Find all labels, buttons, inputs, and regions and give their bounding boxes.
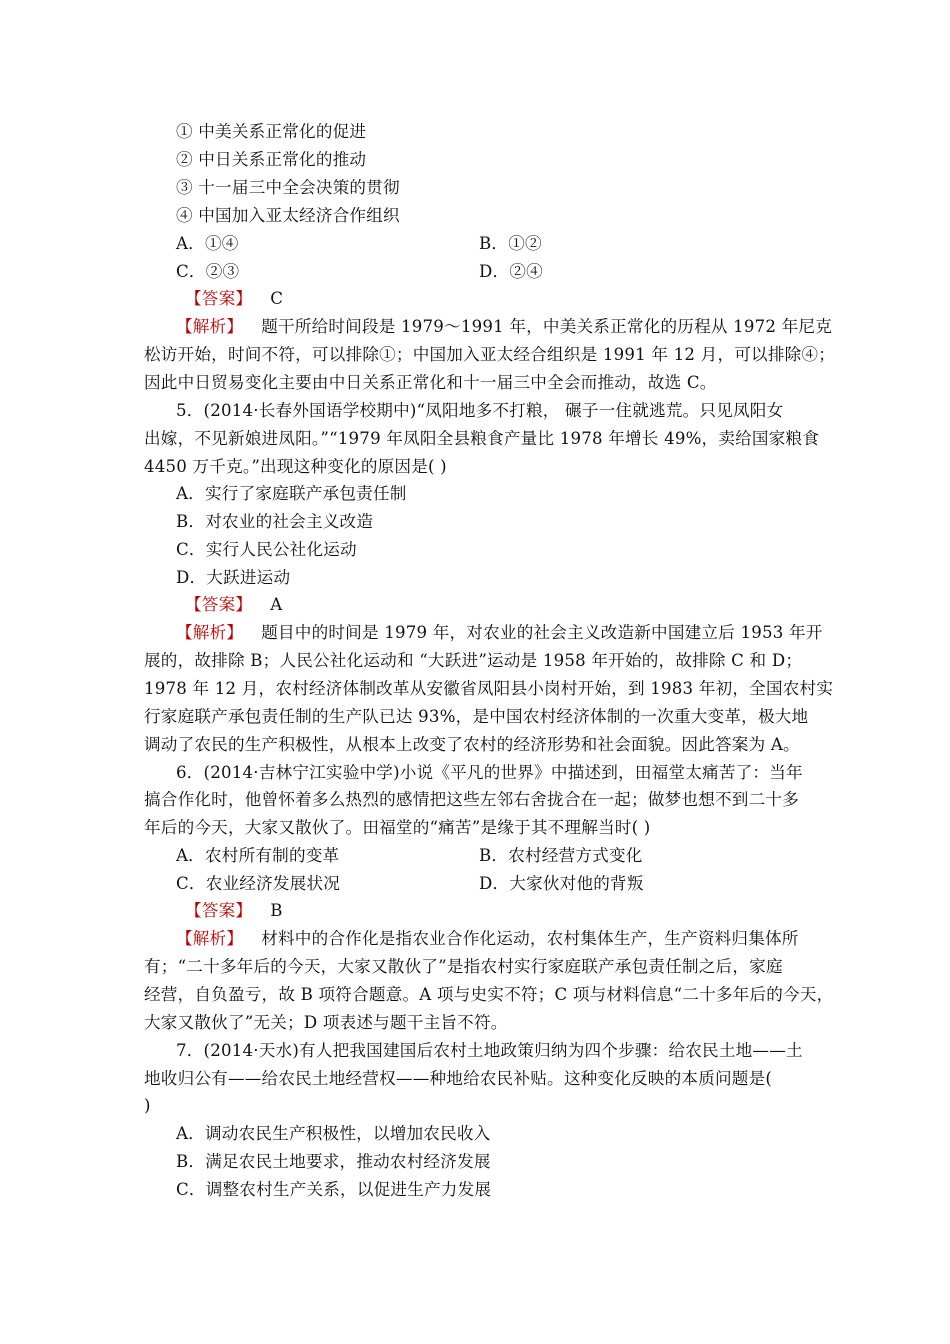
q4-option-b: B．①② <box>479 234 542 253</box>
analysis-text: 材料中的合作化是指农业合作化运动，农村集体生产，生产资料归集体所 <box>261 929 799 948</box>
q6-stem-line-1: 6．(2014·吉林宁江实验中学)小说《平凡的世界》中描述到，田福堂太痛苦了：当年 <box>176 763 803 782</box>
q7-option-a: A．调动农民生产积极性，以增加农民收入 <box>176 1124 491 1143</box>
q5-stem-line-1: 5．(2014·长春外国语学校期中)“凤阳地多不打粮， 碾子一住就逃荒。只见凤阳女 <box>176 401 784 420</box>
q7-option-b: B．满足农民土地要求，推动农村经济发展 <box>176 1152 491 1171</box>
q5-analysis-line-4: 行家庭联产承包责任制的生产队已达 93%，是中国农村经济体制的一次重大变革，极大地 <box>144 707 809 726</box>
answer-tag: 【答案】 <box>185 901 253 920</box>
q6-option-a: A．农村所有制的变革 <box>176 846 340 865</box>
q6-option-c: C．农业经济发展状况 <box>176 874 341 893</box>
q4-item-3: ③ 十一届三中全会决策的贯彻 <box>176 178 400 197</box>
answer-value: C <box>270 289 284 308</box>
analysis-text: 题目中的时间是 1979 年，对农业的社会主义改造新中国建立后 1953 年开 <box>261 623 823 642</box>
q4-analysis-line-3: 因此中日贸易变化主要由中日关系正常化和十一届三中全会而推动，故选 C。 <box>144 373 717 392</box>
q5-analysis-line-2: 展的，故排除 B；人民公社化运动和 “大跃进”运动是 1958 年开始的，故排除 C 和 D； <box>144 651 803 670</box>
q6-answer <box>185 900 283 922</box>
analysis-text: 题干所给时间段是 1979～1991 年，中美关系正常化的历程从 1972 年尼克 <box>261 317 833 336</box>
q4-analysis-line-2: 松访开始，时间不符，可以排除①；中国加入亚太经合组织是 1991 年 12 月，可以排除④； <box>144 345 836 364</box>
analysis-tag: 【解析】 <box>176 317 244 336</box>
q7-option-c: C．调整农村生产关系，以促进生产力发展 <box>176 1180 492 1199</box>
answer-tag: 【答案】 <box>185 595 253 614</box>
q4-analysis-line-1 <box>176 316 832 338</box>
q6-stem-line-3: 年后的今天，大家又散伙了。田福堂的“痛苦”是缘于其不理解当时( ) <box>144 818 651 837</box>
q5-answer <box>185 594 282 616</box>
q5-option-a: A．实行了家庭联产承包责任制 <box>176 484 407 503</box>
q5-option-b: B．对农业的社会主义改造 <box>176 512 374 531</box>
answer-value: A <box>270 595 283 614</box>
q4-answer <box>185 288 283 310</box>
q6-option-b: B．农村经营方式变化 <box>479 846 643 865</box>
analysis-tag: 【解析】 <box>176 929 244 948</box>
q5-stem-line-3: 4450 万千克。”出现这种变化的原因是( ) <box>144 457 447 476</box>
q5-option-c: C．实行人民公社化运动 <box>176 540 357 559</box>
q4-item-2: ② 中日关系正常化的推动 <box>176 150 367 169</box>
q6-analysis-line-3: 经营，自负盈亏，故 B 项符合题意。A 项与史实不符；C 项与材料信息“二十多年后的今天， <box>144 985 834 1004</box>
q5-stem-line-2: 出嫁，不见新娘进凤阳。”“1979 年凤阳全县粮食产量比 1978 年增长 49%，卖给国家粮食 <box>144 429 820 448</box>
q5-analysis-line-3: 1978 年 12 月，农村经济体制改革从安徽省凤阳县小岗村开始，到 1983 年初，全国农村实 <box>144 679 834 698</box>
q4-item-1: ① 中美关系正常化的促进 <box>176 122 367 141</box>
q6-analysis-line-1 <box>176 928 799 950</box>
q5-option-d: D．大跃进运动 <box>176 568 291 587</box>
q4-item-4: ④ 中国加入亚太经济合作组织 <box>176 206 400 225</box>
q4-option-d: D．②④ <box>479 262 543 281</box>
q5-analysis-line-1 <box>176 622 823 644</box>
q7-stem-line-2: 地收归公有——给农民土地经营权——种地给农民补贴。这种变化反映的本质问题是( <box>144 1069 773 1088</box>
q6-analysis-line-2: 有；“二十多年后的今天，大家又散伙了”是指农村实行家庭联产承包责任制之后，家庭 <box>144 957 783 976</box>
answer-tag: 【答案】 <box>185 289 253 308</box>
q6-stem-line-2: 搞合作化时，他曾怀着多么热烈的感情把这些左邻右舍拢合在一起；做梦也想不到二十多 <box>144 790 799 809</box>
q4-option-a: A．①④ <box>176 234 239 253</box>
answer-value: B <box>270 901 283 920</box>
analysis-tag: 【解析】 <box>176 623 244 642</box>
q6-analysis-line-4: 大家又散伙了”无关；D 项表述与题干主旨不符。 <box>144 1013 508 1032</box>
q5-analysis-line-5: 调动了农民的生产积极性，从根本上改变了农村的经济形势和社会面貌。因此答案为 A。 <box>144 735 800 754</box>
q6-option-d: D．大家伙对他的背叛 <box>479 874 644 893</box>
q7-stem-line-1: 7．(2014·天水)有人把我国建国后农村土地政策归纳为四个步骤：给农民土地——土 <box>176 1041 803 1060</box>
q7-stem-line-3: ) <box>144 1096 151 1115</box>
q4-option-c: C．②③ <box>176 262 240 281</box>
